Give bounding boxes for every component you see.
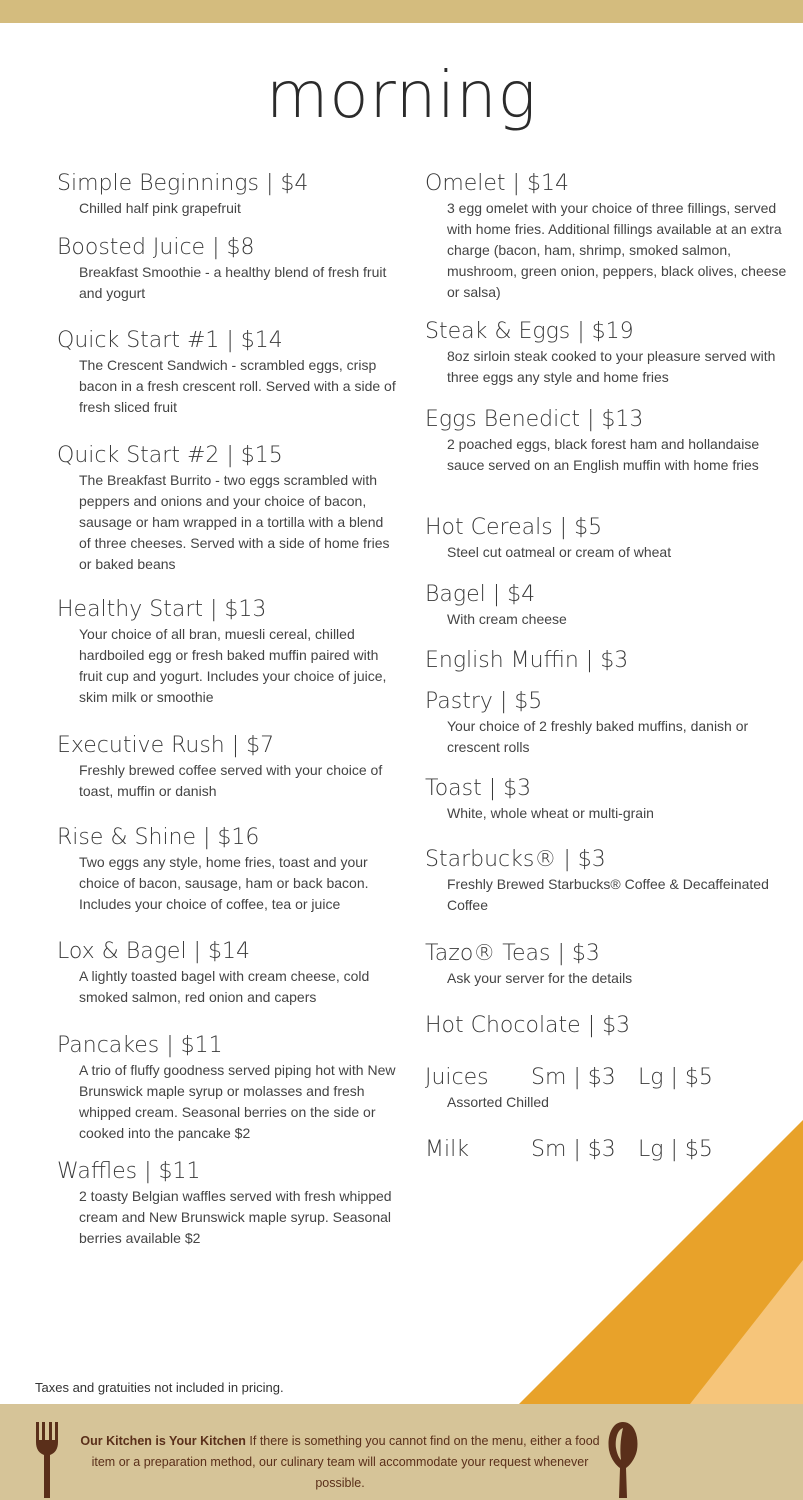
menu-item — [57, 732, 397, 802]
item-description: The Breakfast Burrito - two eggs scrambled with peppers and onions and your choice of bacon, sausage or ham wrapped in a tortilla with a blend of three cheeses. Served with a side of home fries or baked beans — [79, 472, 390, 572]
item-description: The Crescent Sandwich - scrambled eggs, crisp bacon in a fresh crescent roll. Served with a side of fresh sliced fruit — [79, 357, 396, 415]
item-description: A lightly toasted bagel with cream cheese, cold smoked salmon, red onion and capers — [79, 968, 370, 1005]
item-description: Chilled half pink grapefruit — [79, 200, 241, 216]
item-name: Steak & Eggs | $19 — [425, 319, 634, 344]
menu-item — [57, 234, 397, 304]
menu-title: morning — [266, 59, 537, 133]
menu-item — [57, 327, 397, 418]
item-description: Steel cut oatmeal or cream of wheat — [447, 544, 672, 560]
menu-item — [57, 1158, 397, 1249]
item-name: Simple Beginnings | $4 — [57, 171, 309, 196]
item-description: A trio of fluffy goodness served piping hot with New Brunswick maple syrup or molasses and fresh whipped cream. Seasonal berries on the side or cooked into the pancake $2 — [79, 1062, 396, 1141]
item-name: Pastry | $5 — [425, 689, 543, 714]
menu-item — [425, 647, 628, 675]
menu-item — [57, 442, 397, 575]
item-description: Ask your server for the details — [447, 970, 633, 986]
item-description: Your choice of 2 freshly baked muffins, danish or crescent rolls — [447, 718, 749, 755]
spoon-icon — [603, 1420, 643, 1500]
item-description: White, whole wheat or multi-grain — [447, 805, 654, 821]
item-name: Tazo® Teas | $3 — [425, 941, 600, 966]
item-description: 8oz sirloin steak cooked to your pleasure served with three eggs any style and home fries — [447, 348, 776, 385]
fork-icon — [34, 1420, 60, 1500]
menu-item — [425, 846, 795, 916]
item-name: Pancakes | $11 — [57, 1033, 223, 1058]
item-description: Two eggs any style, home fries, toast and your choice of bacon, sausage, ham or back bacon. Includes your choice of coffee, tea or juice — [79, 854, 369, 912]
menu-item — [57, 1032, 397, 1144]
drink-large-price: Lg | $5 — [638, 1137, 713, 1162]
drink-small-price: Sm | $3 — [531, 1065, 616, 1090]
menu-item — [425, 775, 654, 824]
item-description: Freshly Brewed Starbucks® Coffee & Decaffeinated Coffee — [447, 876, 769, 913]
item-name: Lox & Bagel | $14 — [57, 939, 250, 964]
item-description: 2 toasty Belgian waffles served with fresh whipped cream and New Brunswick maple syrup. Seasonal berries available $2 — [79, 1188, 392, 1246]
item-name: Quick Start #2 | $15 — [57, 443, 283, 468]
item-name: Starbucks® | $3 — [425, 847, 606, 872]
footer-bold: Our Kitchen is Your Kitchen — [80, 1434, 246, 1448]
menu-item — [425, 1012, 630, 1040]
taxes-note: Taxes and gratuities not included in pricing. — [35, 1380, 284, 1395]
item-name: Waffles | $11 — [57, 1159, 201, 1184]
item-description: 3 egg omelet with your choice of three fillings, served with home fries. Additional fillings available at an extra charge (bacon, ham, shrimp, smoked salmon, mushroom, green onion, peppers, black olives, cheese or salsa) — [447, 200, 787, 300]
item-name: Hot Chocolate | $3 — [425, 1013, 631, 1038]
drink-name: Milk — [425, 1137, 469, 1162]
drink-large-price: Lg | $5 — [638, 1065, 713, 1090]
item-description: Breakfast Smoothie - a healthy blend of fresh fruit and yogurt — [79, 264, 387, 301]
footer-body: If there is something you cannot find on the menu, either a food item or a preparation method, our culinary team will accommodate your request whenever possible. — [91, 1434, 600, 1490]
menu-item — [57, 938, 397, 1008]
drink-subtitle: Assorted Chilled — [447, 1094, 549, 1110]
item-description: 2 poached eggs, black forest ham and hollandaise sauce served on an English muffin with home fries — [447, 436, 760, 473]
drink-name: Juices — [425, 1065, 489, 1090]
item-description: With cream cheese — [447, 611, 567, 627]
item-name: Healthy Start | $13 — [57, 597, 267, 622]
item-description: Your choice of all bran, muesli cereal, chilled hardboiled egg or fresh baked muffin paired with fruit cup and yogurt. Includes your choice of juice, skim milk or smoothie — [79, 626, 387, 705]
item-name: Bagel | $4 — [425, 582, 536, 607]
footer-message — [75, 1431, 605, 1494]
menu-item — [425, 406, 795, 476]
drink-small-price: Sm | $3 — [531, 1137, 616, 1162]
item-name: Boosted Juice | $8 — [57, 235, 255, 260]
item-name: Executive Rush | $7 — [57, 733, 275, 758]
item-name: English Muffin | $3 — [425, 648, 629, 673]
menu-item — [425, 581, 567, 630]
menu-item — [425, 688, 795, 758]
menu-item — [425, 170, 795, 303]
menu-item — [425, 940, 632, 989]
menu-item — [57, 596, 397, 708]
menu-item — [425, 318, 795, 388]
item-name: Hot Cereals | $5 — [425, 515, 603, 540]
menu-item — [57, 170, 308, 219]
item-name: Omelet | $14 — [425, 171, 569, 196]
item-description: Freshly brewed coffee served with your choice of toast, muffin or danish — [79, 762, 383, 799]
item-name: Quick Start #1 | $14 — [57, 328, 283, 353]
menu-item — [57, 824, 397, 915]
menu-item — [425, 514, 671, 563]
item-name: Eggs Benedict | $13 — [425, 407, 644, 432]
item-name: Toast | $3 — [425, 776, 532, 801]
item-name: Rise & Shine | $16 — [57, 825, 260, 850]
